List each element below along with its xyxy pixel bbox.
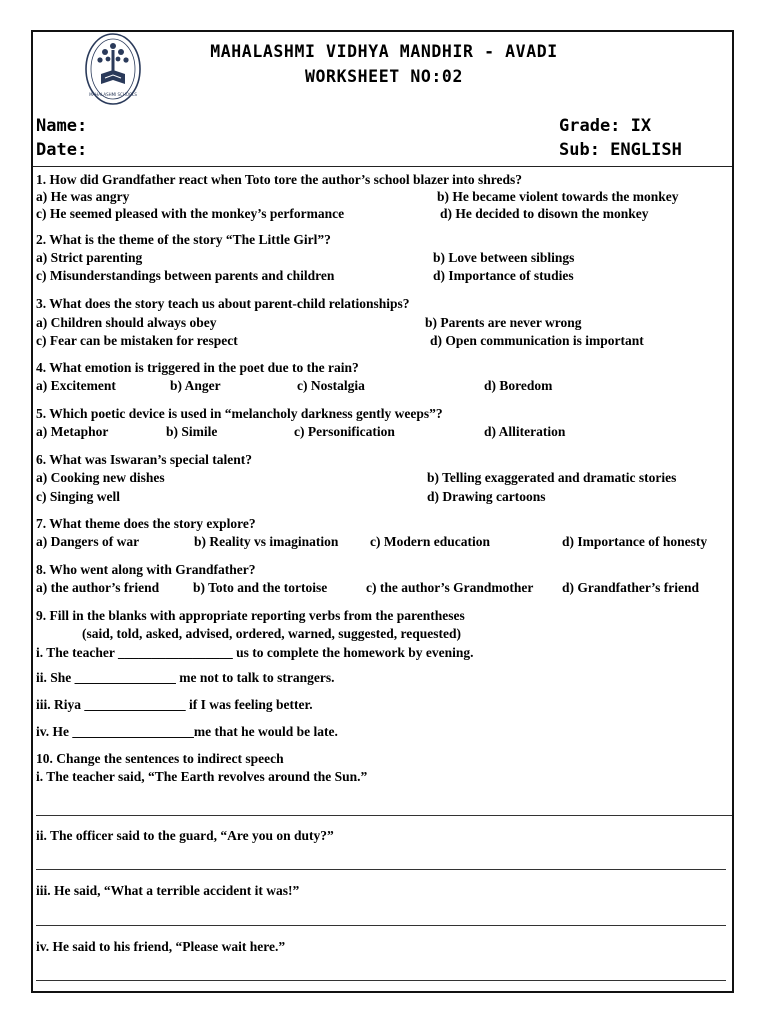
q10-item-i: i. The teacher said, “The Earth revolves around the Sun.” bbox=[36, 769, 368, 784]
q6-option-c: c) Singing well bbox=[36, 489, 121, 504]
q1-option-b: b) He became violent towards the monkey bbox=[437, 189, 679, 204]
answer-line-iii[interactable] bbox=[36, 925, 726, 926]
q5-option-c: c) Personification bbox=[294, 424, 395, 439]
date-label: Date: bbox=[36, 140, 88, 160]
q9-verb-options: (said, told, asked, advised, ordered, warned, suggested, requested) bbox=[82, 626, 462, 641]
q3-option-d: d) Open communication is important bbox=[430, 333, 644, 348]
question-6: 6. What was Iswaran’s special talent? bbox=[36, 452, 253, 467]
q2-option-d: d) Importance of studies bbox=[433, 268, 574, 283]
q5-option-a: a) Metaphor bbox=[36, 424, 109, 439]
q8-option-b: b) Toto and the tortoise bbox=[193, 580, 328, 595]
q3-option-c: c) Fear can be mistaken for respect bbox=[36, 333, 238, 348]
q7-option-d: d) Importance of honesty bbox=[562, 534, 708, 549]
question-4: 4. What emotion is triggered in the poet due to the rain? bbox=[36, 360, 359, 375]
question-5: 5. Which poetic device is used in “melancholy darkness gently weeps”? bbox=[36, 406, 443, 421]
q6-option-a: a) Cooking new dishes bbox=[36, 470, 165, 485]
answer-line-iv[interactable] bbox=[36, 980, 726, 981]
worksheet-number: WORKSHEET NO:02 bbox=[304, 67, 463, 86]
q9-item-iv: iv. He __________________me that he would be late. bbox=[36, 724, 338, 739]
q2-option-c: c) Misunderstandings between parents and children bbox=[36, 268, 335, 283]
question-1: 1. How did Grandfather react when Toto tore the author’s school blazer into shreds? bbox=[36, 172, 523, 187]
q5-option-b: b) Simile bbox=[166, 424, 218, 439]
q7-option-b: b) Reality vs imagination bbox=[194, 534, 339, 549]
q6-option-b: b) Telling exaggerated and dramatic stories bbox=[427, 470, 677, 485]
q10-item-iv: iv. He said to his friend, “Please wait here.” bbox=[36, 939, 286, 954]
q7-option-c: c) Modern education bbox=[370, 534, 490, 549]
question-10: 10. Change the sentences to indirect speech bbox=[36, 751, 284, 766]
q1-option-d: d) He decided to disown the monkey bbox=[440, 206, 649, 221]
q3-option-a: a) Children should always obey bbox=[36, 315, 217, 330]
name-label: Name: bbox=[36, 116, 88, 136]
q10-item-iii: iii. He said, “What a terrible accident it was!” bbox=[36, 883, 300, 898]
q1-option-a: a) He was angry bbox=[36, 189, 130, 204]
answer-line-ii[interactable] bbox=[36, 869, 726, 870]
q4-option-d: d) Boredom bbox=[484, 378, 553, 393]
question-3: 3. What does the story teach us about parent-child relationships? bbox=[36, 296, 410, 311]
header-divider bbox=[33, 166, 732, 167]
q9-item-ii: ii. She _______________ me not to talk to strangers. bbox=[36, 670, 335, 685]
subject-label: Sub: ENGLISH bbox=[559, 140, 682, 160]
q8-option-d: d) Grandfather’s friend bbox=[562, 580, 699, 595]
question-8: 8. Who went along with Grandfather? bbox=[36, 562, 256, 577]
grade-label: Grade: IX bbox=[559, 116, 652, 136]
q2-option-a: a) Strict parenting bbox=[36, 250, 143, 265]
q9-item-i: i. The teacher _________________ us to complete the homework by evening. bbox=[36, 645, 474, 660]
q1-option-c: c) He seemed pleased with the monkey’s performance bbox=[36, 206, 345, 221]
q4-option-a: a) Excitement bbox=[36, 378, 116, 393]
question-9: 9. Fill in the blanks with appropriate reporting verbs from the parentheses bbox=[36, 608, 465, 623]
q7-option-a: a) Dangers of war bbox=[36, 534, 140, 549]
svg-text:MAHALASHMI SCHOOLS: MAHALASHMI SCHOOLS bbox=[89, 92, 137, 97]
school-name: MAHALASHMI VIDHYA MANDHIR - AVADI bbox=[210, 42, 558, 61]
q4-option-b: b) Anger bbox=[170, 378, 221, 393]
answer-line-i[interactable] bbox=[36, 815, 732, 816]
q8-option-a: a) the author’s friend bbox=[36, 580, 160, 595]
q8-option-c: c) the author’s Grandmother bbox=[366, 580, 534, 595]
q3-option-b: b) Parents are never wrong bbox=[425, 315, 582, 330]
q9-item-iii: iii. Riya _______________ if I was feeling better. bbox=[36, 697, 313, 712]
q10-item-ii: ii. The officer said to the guard, “Are you on duty?” bbox=[36, 828, 334, 843]
question-2: 2. What is the theme of the story “The Little Girl”? bbox=[36, 232, 331, 247]
q2-option-b: b) Love between siblings bbox=[433, 250, 575, 265]
q6-option-d: d) Drawing cartoons bbox=[427, 489, 546, 504]
question-7: 7. What theme does the story explore? bbox=[36, 516, 256, 531]
q5-option-d: d) Alliteration bbox=[484, 424, 566, 439]
q4-option-c: c) Nostalgia bbox=[297, 378, 365, 393]
